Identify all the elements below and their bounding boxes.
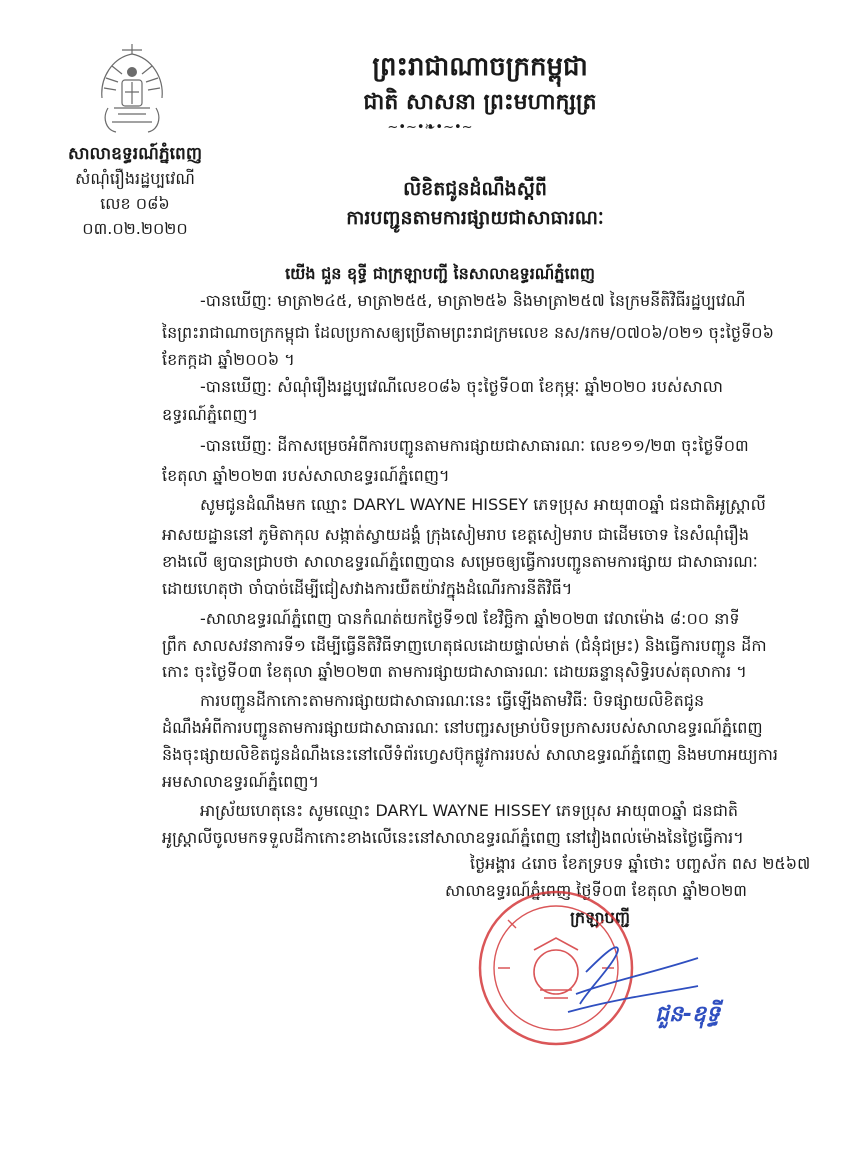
court-name: សាលាឧទ្ធរណ៍ភ្នំពេញ: [67, 144, 203, 164]
place-and-date: សាលាឧទ្ធរណ៍ភ្នំពេញ ថ្ងៃទី០៣ ខែតុលា ឆ្នាំ២០២៣: [445, 881, 747, 900]
body-line: -បានឃើញ: សំណុំរឿងរដ្ឋប្បវេណីលេខ០៨៦ ចុះថ្ងៃទី០៣ ខែកុម្ភៈ ឆ្នាំ២០២០ របស់សាលា: [200, 377, 723, 396]
body-line: ដំណឹងអំពីការបញ្ជូនតាមការផ្សាយជាសាធារណៈ នៅបញ្ជរសម្រាប់បិទប្រកាសរបស់សាលាឧទ្ធរណ៍ភ្នំពេញ: [162, 718, 763, 737]
notice-title: លិខិតជូនដំណឹងស្តីពី: [403, 178, 547, 200]
ornament-divider: ~•~•❧•~•~: [387, 120, 473, 135]
body-line: ដោយហេតុថា ចាំបាច់ដើម្បីជៀសវាងការយឺតយ៉ាវក្នុងដំណើរការនីតិវិធី។: [162, 579, 573, 598]
case-number: លេខ ០៨៦: [100, 194, 170, 213]
body-line: ខែកក្កដា ឆ្នាំ២០០៦ ។: [162, 350, 295, 369]
case-type: សំណុំរឿងរដ្ឋប្បវេណី: [75, 169, 195, 188]
body-line: ព្រឹក សាលសវនាការទី១ ដើម្បីធ្វើនីតិវិធីទាញហេតុផលដោយផ្ទាល់មាត់ (ជំនុំជម្រះ) និងធ្វើការបញ្ជូន ដីកា: [162, 636, 767, 655]
issuer-statement: យើង ជួន ឧុទ្ធី ជាក្រឡាបញ្ជី នៃសាលាឧទ្ធរណ៍ភ្នំពេញ: [285, 264, 595, 283]
body-line: ខែតុលា ឆ្នាំ២០២៣ របស់សាលាឧទ្ធរណ៍ភ្នំពេញ។: [162, 466, 450, 485]
signer-role: ក្រឡាបញ្ជី: [570, 908, 630, 927]
kingdom-title: ព្រះរាជាណាចក្រកម្ពុជា: [372, 52, 588, 82]
signer-name: ជួន-ឧុទ្ធី: [655, 1002, 720, 1027]
case-date: ០៣.០២.២០២០: [82, 219, 188, 238]
body-line: -សាលាឧទ្ធរណ៍ភ្នំពេញ បានកំណត់យកថ្ងៃទី១៧ ខែវិច្ឆិកា ឆ្នាំ២០២៣ វេលាម៉ោង ៨:០០ នាទី: [200, 609, 740, 628]
body-line: និងចុះផ្សាយលិខិតជូនដំណឹងនេះនៅលើទំព័រហ្វេសប៊ុកផ្លូវការរបស់ សាលាឧទ្ធរណ៍ភ្នំពេញ និងមហាអយ្យការ: [162, 745, 778, 764]
notice-subtitle: ការបញ្ជូនតាមការផ្សាយជាសាធារណៈ: [346, 207, 604, 229]
body-line: សូមជូនដំណឹងមក ឈ្មោះ DARYL WAYNE HISSEY ភេទប្រុស អាយុ៣០ឆ្នាំ ជនជាតិអូស្ត្រាលី: [200, 495, 766, 514]
body-line: អមសាលាឧទ្ធរណ៍ភ្នំពេញ។: [162, 772, 320, 791]
body-line: ការបញ្ជូនដីកាកោះតាមការផ្សាយជាសាធារណៈនេះ ធ្វើឡើងតាមវិធី: បិទផ្សាយលិខិតជូន: [200, 691, 705, 710]
body-line: ឧទ្ធរណ៍ភ្នំពេញ។: [162, 405, 259, 424]
body-line: អាស្រ័យហេតុនេះ សូមឈ្មោះ DARYL WAYNE HISSEY ភេទប្រុស អាយុ៣០ឆ្នាំ ជនជាតិ: [200, 801, 739, 820]
lunar-date: ថ្ងៃអង្គារ ៤រោច ខែភទ្របទ ឆ្នាំថោះ បញ្ចស័ក ពស ២៥៦៧: [470, 854, 811, 873]
body-line: អូស្ត្រាលីចូលមកទទួលដីកាកោះខាងលើនេះនៅសាលាឧទ្ធរណ៍ភ្នំពេញ នៅវៀងពល់ម៉ោងនៃថ្ងៃធ្វើការ។: [162, 828, 744, 847]
official-seal-icon: [468, 880, 768, 1080]
body-line: អាសយដ្ឋាននៅ ភូមិតាកុល សង្កាត់ស្វាយដង្គំ ក្រុងសៀមរាប ខេត្តសៀមរាប ជាដើមចោទ នៃសំណុំរឿង: [162, 525, 750, 544]
body-line: ខាងលើ ឲ្យបានជ្រាបថា សាលាឧទ្ធរណ៍ភ្នំពេញបាន សម្រេចឲ្យធ្វើការបញ្ជូនតាមការផ្សាយ ជាសាធារណៈ: [162, 552, 758, 571]
body-line: -បានឃើញ: មាត្រា២៤៥, មាត្រា២៥៥, មាត្រា២៥៦ និងមាត្រា២៥៧ នៃក្រមនីតិវិធីរដ្ឋប្បវេណី: [200, 291, 746, 310]
royal-emblem-icon: [92, 38, 172, 136]
body-line: -បានឃើញ: ដីកាសម្រេចអំពីការបញ្ជូនតាមការផ្សាយជាសាធារណៈ លេខ១១/២៣ ចុះថ្ងៃទី០៣: [200, 436, 749, 455]
body-line: កោះ ចុះថ្ងៃទី០៣ ខែតុលា ឆ្នាំ២០២៣ តាមការផ្សាយជាសាធារណៈ ដោយឆន្ទានុសិទ្ធិរបស់តុលាការ ។: [162, 662, 747, 681]
national-motto: ជាតិ សាសនា ព្រះមហាក្សត្រ: [363, 89, 597, 115]
body-line: នៃព្រះរាជាណាចក្រកម្ពុជា ដែលប្រកាសឲ្យប្រើតាមព្រះរាជក្រមលេខ នស/រកម/០៧០៦/០២១ ចុះថ្ងៃទី០៦: [162, 323, 774, 342]
